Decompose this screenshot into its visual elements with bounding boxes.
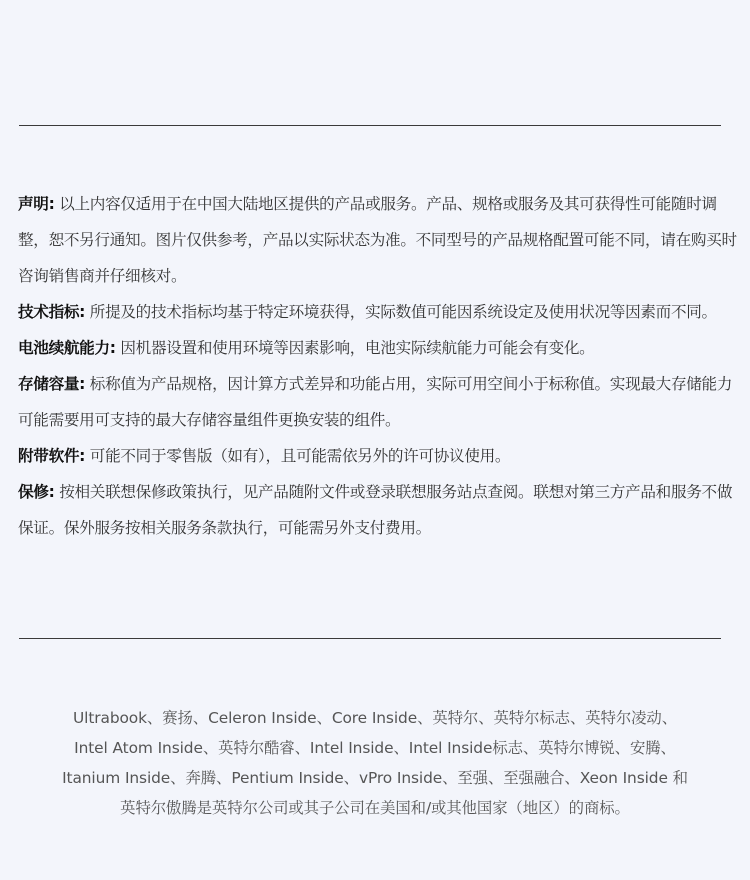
- statement-storage: [18, 366, 744, 438]
- statement-software: [18, 438, 744, 474]
- statement-key: 保修:: [18, 483, 55, 501]
- statement-text: 按相关联想保修政策执行，见产品随附文件或登录联想服务站点查阅。联想对第三方产品和服务不做保证。保外服务按相关服务条款执行，可能需另外支付费用。: [18, 483, 733, 537]
- statement-disclaimer: [18, 186, 744, 294]
- statement-text: 可能不同于零售版（如有），且可能需依另外的许可协议使用。: [85, 447, 511, 465]
- statement-text: 以上内容仅适用于在中国大陆地区提供的产品或服务。产品、规格或服务及其可获得性可能随时调整，恕不另行通知。图片仅供参考，产品以实际状态为准。不同型号的产品规格配置可能不同，请在购买时咨询销售商并仔细核对。: [18, 195, 737, 285]
- statement-warranty: [18, 474, 744, 546]
- statement-key: 存储容量:: [18, 375, 86, 393]
- statement-key: 附带软件:: [18, 447, 86, 465]
- trademark-line: Ultrabook、赛扬、Celeron Inside、Core Inside、英特尔、英特尔标志、英特尔凌动、: [72, 709, 678, 727]
- trademark-line: Itanium Inside、奔腾、Pentium Inside、vPro Inside、至强、至强融合、Xeon Inside 和: [62, 769, 688, 787]
- statement-text: 因机器设置和使用环境等因素影响，电池实际续航能力可能会有变化。: [115, 339, 595, 357]
- statement-text: 所提及的技术指标均基于特定环境获得，实际数值可能因系统设定及使用状况等因素而不同。: [85, 303, 717, 321]
- statement-tech-specs: [18, 294, 744, 330]
- statement-key: 技术指标:: [18, 303, 86, 321]
- statement-text: 标称值为产品规格，因计算方式差异和功能占用，实际可用空间小于标称值。实现最大存储能力可能需要用可支持的最大存储容量组件更换安装的组件。: [18, 375, 733, 429]
- statement-key: 声明:: [18, 195, 55, 213]
- trademark-notice: [0, 703, 750, 823]
- statement-key: 电池续航能力:: [18, 339, 116, 357]
- statement-battery: [18, 330, 744, 366]
- trademark-line: Intel Atom Inside、英特尔酷睿、Intel Inside、Intel Inside标志、英特尔博锐、安腾、: [74, 739, 676, 757]
- top-divider: [19, 125, 721, 126]
- statements-section: [18, 186, 744, 546]
- trademark-line: 英特尔傲腾是英特尔公司或其子公司在美国和/或其他国家（地区）的商标。: [120, 799, 630, 817]
- bottom-divider: [19, 638, 721, 639]
